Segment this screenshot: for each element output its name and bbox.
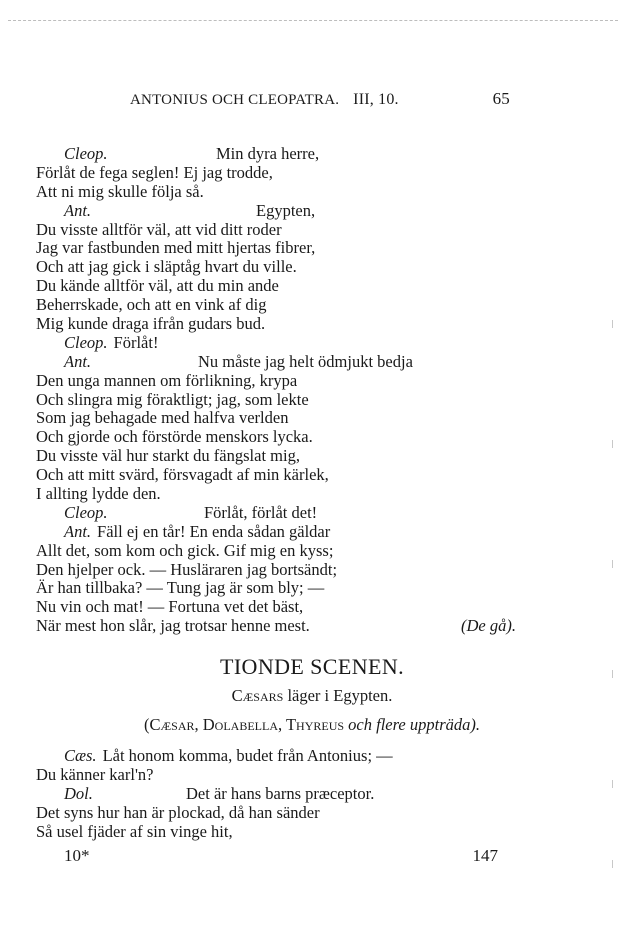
- verse-text: Förlåt de fega seglen! Ej jag trodde,: [36, 162, 273, 182]
- verse-text: Den unga mannen om förlikning, krypa: [36, 370, 298, 390]
- verse-text: Egypten,: [256, 200, 316, 220]
- verse-line: [36, 822, 516, 841]
- speaker-name: Dol.: [64, 783, 93, 803]
- verse-text: Nu vin och mat! — Fortuna vet det bäst,: [36, 597, 304, 617]
- verse-line: [36, 784, 516, 803]
- verse-text: Mig kunde draga ifrån gudars bud.: [36, 314, 266, 334]
- verse-text: Jag var fastbunden med mitt hjertas fibrer,: [36, 238, 316, 258]
- top-rule: [8, 20, 618, 21]
- verse-line: [36, 296, 516, 315]
- speaker-name: Ant.: [64, 200, 92, 220]
- verse-text: Förlåt, förlåt det!: [204, 502, 318, 522]
- verse-line: [36, 746, 516, 765]
- stage-direction-names: Cæsar, Dolabella, Thyreus: [149, 715, 345, 734]
- verse-line: [36, 183, 516, 202]
- verse-text: Och slingra mig föraktligt; jag, som lekte: [36, 389, 309, 409]
- verse-line: [36, 504, 516, 523]
- verse-line: [36, 523, 516, 542]
- verse-text: När mest hon slår, jag trotsar henne mest.: [36, 616, 310, 636]
- stage-direction: (Cæsar, Dolabella, Thyreus och flere uppträda).: [144, 715, 480, 734]
- verse-line: [36, 221, 516, 240]
- scene-place-name: Cæsars: [231, 686, 284, 705]
- verse-text: Du visste alltför väl, att vid ditt roder: [36, 219, 282, 239]
- speaker-name: Cleop.: [64, 144, 108, 163]
- verse-text: Fäll ej en tår! En enda sådan gäldar: [97, 521, 331, 541]
- speaker-name: Cleop.: [64, 332, 108, 352]
- signature-mark: 10*: [64, 846, 90, 865]
- verse-line: [36, 598, 516, 617]
- speaker-name: Cæs.: [64, 746, 97, 765]
- verse-line: [36, 485, 516, 504]
- verse-line: [36, 372, 516, 391]
- verse-line: [36, 334, 516, 353]
- verse-line: [36, 561, 516, 580]
- verse-line: [36, 466, 516, 485]
- running-title: ANTONIUS OCH CLEOPATRA. III, 10.: [130, 91, 399, 108]
- verse-line: [36, 239, 516, 258]
- verse-line: [36, 258, 516, 277]
- speaker-name: Cleop.: [64, 502, 108, 522]
- verse-text: Som jag behagade med halfva verlden: [36, 408, 289, 428]
- verse-text: I allting lydde den.: [36, 484, 161, 504]
- verse-line: [36, 765, 516, 784]
- verse-text: Beherrskade, och att en vink af dig: [36, 295, 267, 315]
- verse-text: Du känner karl'n?: [36, 764, 154, 784]
- verse-line: [36, 164, 516, 183]
- page-number: 65: [492, 89, 510, 108]
- verse-text: Så usel fjäder af sin vinge hit,: [36, 821, 233, 841]
- verse-text: Det är hans barns præceptor.: [186, 783, 375, 803]
- verse-text: Är han tillbaka? — Tung jag är som bly; —: [36, 578, 325, 598]
- verse-text: Låt honom komma, budet från Antonius; —: [102, 746, 393, 765]
- verse-text: Du kände alltför väl, att du min ande: [36, 276, 279, 296]
- verse-text: Förlåt!: [113, 332, 159, 352]
- verse-line: [36, 315, 516, 334]
- scene-place-rest: läger i Egypten.: [283, 686, 393, 705]
- scene-title: TIONDE SCENEN.: [219, 654, 405, 679]
- verse-line: [36, 579, 516, 598]
- stage-direction-rest: och flere uppträda).: [344, 715, 480, 734]
- verse-text: Och att jag gick i släptåg hvart du ville.: [36, 257, 297, 277]
- verse-text: Min dyra herre,: [216, 144, 320, 163]
- verse-text: Att ni mig skulle följa så.: [36, 181, 204, 201]
- verse-text: Det syns hur han är plockad, då han sänder: [36, 802, 320, 822]
- verse-text: Och gjorde och förstörde menskors lycka.: [36, 427, 313, 447]
- scene-place: [0, 686, 624, 706]
- scan-edge-marks: [612, 300, 614, 880]
- verse-line: [36, 447, 516, 466]
- verse-line: [36, 145, 516, 164]
- verse-text: Allt det, som kom och gick. Gif mig en kyss;: [36, 540, 334, 560]
- verse-line: [36, 202, 516, 221]
- verse-block-1: [36, 145, 516, 636]
- speaker-name: Ant.: [64, 521, 92, 541]
- verse-text: Nu måste jag helt ödmjukt bedja: [198, 351, 413, 371]
- act-scene: III, 10.: [353, 91, 399, 108]
- verse-line: [36, 391, 516, 410]
- verse-text: Och att mitt svärd, försvagadt af min kärlek,: [36, 465, 329, 485]
- stage-direction-inline: (De gå).: [461, 616, 516, 636]
- verse-text: Du visste väl hur starkt du fängslat mig,: [36, 446, 300, 466]
- verse-line: [36, 277, 516, 296]
- verse-block-2: [36, 746, 516, 840]
- verse-line: [36, 803, 516, 822]
- verse-line: [36, 353, 516, 372]
- verse-line: [36, 542, 516, 561]
- verse-line: [36, 428, 516, 447]
- verse-line: [36, 617, 516, 636]
- speaker-name: Ant.: [64, 351, 92, 371]
- sheet-number: 147: [472, 846, 498, 865]
- verse-line: [36, 409, 516, 428]
- verse-text: Den hjelper ock. — Husläraren jag bortsändt;: [36, 559, 338, 579]
